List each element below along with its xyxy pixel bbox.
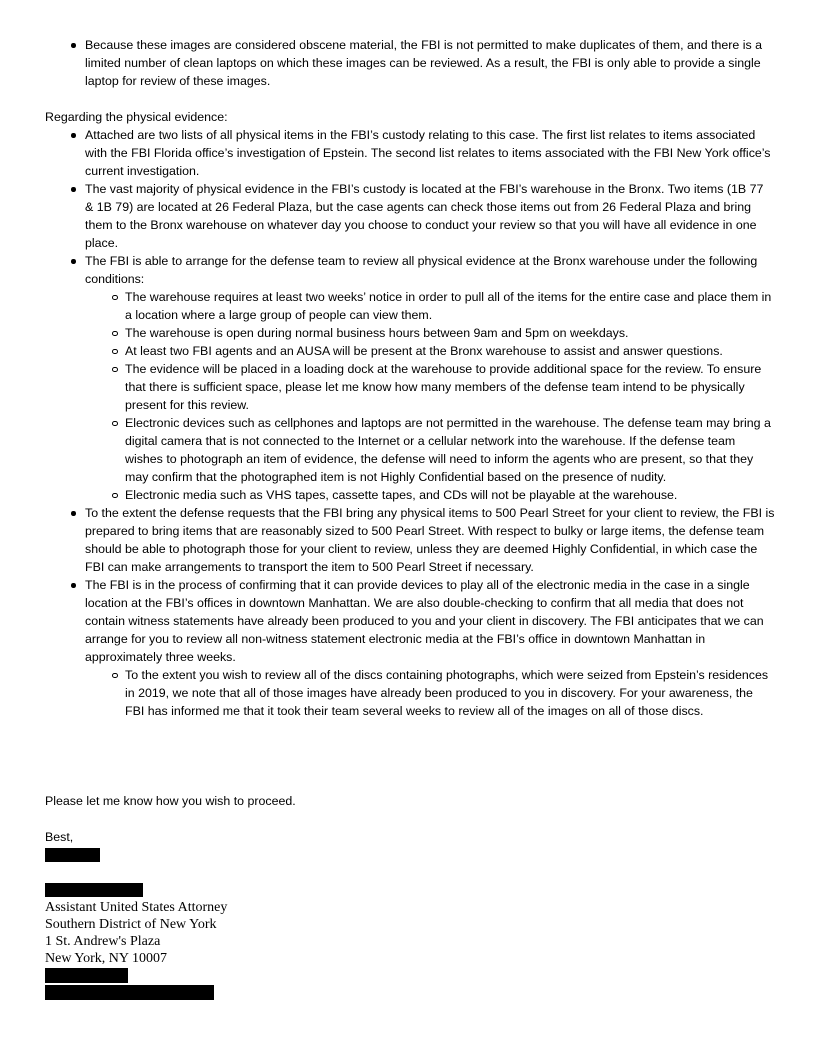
- redaction-bar: [45, 985, 214, 1000]
- sub-list-item: The warehouse is open during normal business hours between 9am and 5pm on weekdays.: [45, 324, 775, 342]
- signature-street: 1 St. Andrew's Plaza: [45, 934, 161, 949]
- sub-list-item: Electronic devices such as cellphones and laptops are not permitted in the warehouse. The defense team may bring a digital camera that is not connected to the Internet or a cellular network into the warehouse. If the defense team wishes to photograph an item of evidence, the defense will need to inform the agents who are present, so that they may confirm that the photographed item is not Highly Confidential based on the presence of nudity.: [45, 414, 775, 486]
- redaction-bar: [45, 968, 128, 983]
- sub-list-item: The evidence will be placed in a loading dock at the warehouse to provide additional space for the review. To ensure that there is sufficient space, please let me know how many members of the defense team intend to be physically present for this review.: [45, 360, 775, 414]
- redaction-bar: [45, 848, 100, 862]
- list-item: Attached are two lists of all physical items in the FBI’s custody relating to this case. The first list relates to items associated with the FBI Florida office’s investigation of Epstein. The second list relates to items associated with the FBI New York office’s current investigation.: [45, 126, 775, 180]
- redaction-bar: [45, 883, 143, 897]
- list-item: Because these images are considered obscene material, the FBI is not permitted to make duplicates of them, and there is a limited number of clean laptops on which these images can be reviewed. As a result, the FBI is only able to provide a single laptop for review of these images.: [45, 36, 775, 90]
- electronic-media-sublist: [85, 666, 775, 720]
- top-bullet-list: [45, 36, 775, 90]
- signature-city: New York, NY 10007: [45, 951, 167, 966]
- list-item: The vast majority of physical evidence in the FBI’s custody is located at the FBI’s warehouse in the Bronx. Two items (1B 77 & 1B 79) are located at 26 Federal Plaza, but the case agents can check those items out from 26 Federal Plaza and bring them to the Bronx warehouse on whatever day you choose to conduct your review so that you will have all evidence in one place.: [45, 180, 775, 252]
- sub-list-item: Electronic media such as VHS tapes, cassette tapes, and CDs will not be playable at the warehouse.: [45, 486, 775, 504]
- sub-list-item: At least two FBI agents and an AUSA will be present at the Bronx warehouse to assist and answer questions.: [45, 342, 775, 360]
- list-item: [45, 252, 775, 504]
- sub-list-item: To the extent you wish to review all of the discs containing photographs, which were seized from Epstein’s residences in 2019, we note that all of those images have already been produced to you in discovery. For your awareness, the FBI has informed me that it took their team several weeks to review all of the images on all of those discs.: [45, 666, 775, 720]
- list-item-text: The FBI is able to arrange for the defense team to review all physical evidence at the Bronx warehouse under the following conditions:: [85, 254, 758, 286]
- signature-office: Southern District of New York: [45, 917, 217, 932]
- closing-line: Please let me know how you wish to proceed.: [45, 794, 296, 808]
- list-item-text: The FBI is in the process of confirming that it can provide devices to play all of the electronic media in the case in a single location at the FBI’s offices in downtown Manhattan. We are also double-checking to confirm that all media that does not contain witness statements have already been produced to you and your client in discovery. The FBI anticipates that we can arrange for you to review all non-witness statement electronic media at the FBI’s office in downtown Manhattan in approximately three weeks.: [85, 578, 764, 664]
- list-item: To the extent the defense requests that the FBI bring any physical items to 500 Pearl Street for your client to review, the FBI is prepared to bring items that are reasonably sized to 500 Pearl Street. With respect to bulky or large items, the defense team should be able to photograph those for your client to review, unless they are deemed Highly Confidential, in which case the FBI can make arrangements to transport the item to 500 Pearl Street if necessary.: [45, 504, 775, 576]
- signature-title: Assistant United States Attorney: [45, 900, 228, 915]
- signature-block: [45, 899, 227, 967]
- physical-evidence-list: [45, 126, 775, 720]
- list-item: [45, 576, 775, 720]
- conditions-sublist: [85, 288, 775, 504]
- physical-evidence-heading: Regarding the physical evidence:: [45, 110, 228, 124]
- sub-list-item: The warehouse requires at least two weeks’ notice in order to pull all of the items for the entire case and place them in a location where a large group of people can view them.: [45, 288, 775, 324]
- signoff: Best,: [45, 830, 74, 844]
